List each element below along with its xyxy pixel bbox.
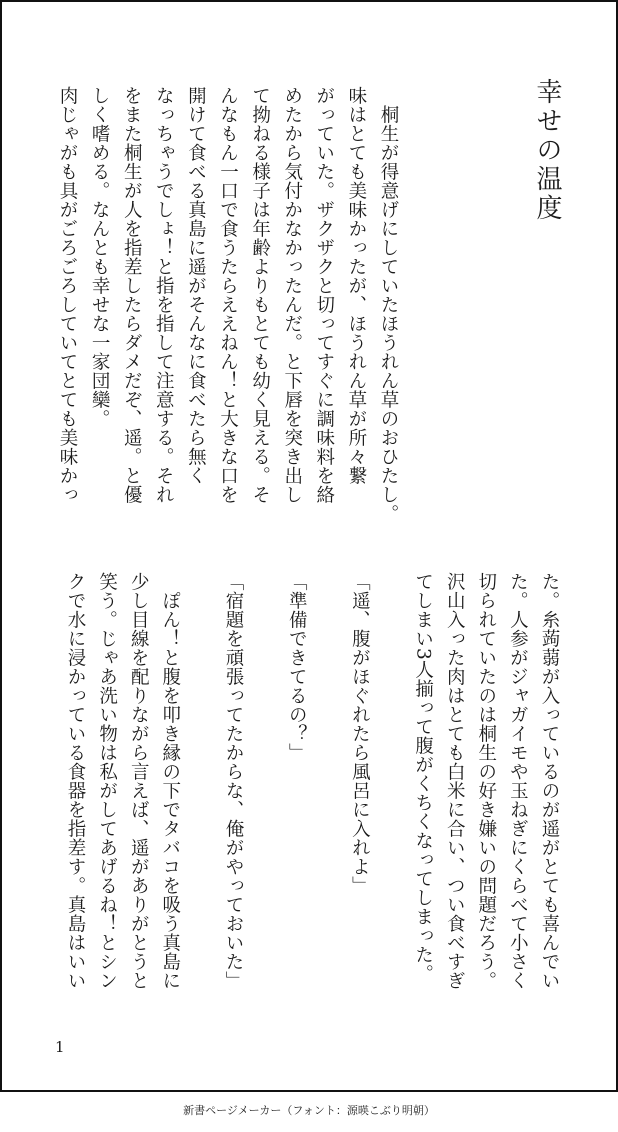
text-column: 味はとても美味かったが、ほうれん草が所々繋 xyxy=(345,86,367,485)
text-column: た。糸蒟蒻が入っているのが遥がとても喜んでい xyxy=(539,572,560,990)
text-column: んなもん一口で食うたらええねん！と大きな口を xyxy=(217,86,239,504)
text-column: がっていた。ザクザクと切ってすぐに調味料を絡 xyxy=(313,86,335,504)
footer-credit: 新書ページメーカー（フォント：源暎こぶり明朝） xyxy=(183,1104,435,1117)
text-column: 桐生が得意げにしていたほうれん草のおひたし。 xyxy=(378,86,399,523)
story-title: 幸せの温度 xyxy=(532,78,562,223)
text-column: をまた桐生が人を指差したらダメだぞ、遥。と優 xyxy=(121,86,143,504)
text-column: 笑う。じゃあ洗い物は私がしてあげるね！とシン xyxy=(96,572,118,990)
text-column: 少し目線を配りながら言えば、遥がありがとうと xyxy=(128,572,150,990)
text-column: 開けて食べる真島に遥がそんなに食べたら無く xyxy=(185,86,207,485)
text-column: 「宿題を頑張ってたからな、俺がやっておいた」 xyxy=(223,572,244,990)
text-column: ぽん！と腹を叩き縁の下でタバコを吸う真島に xyxy=(159,572,181,990)
text-column: た。人参がジャガイモや玉ねぎにくらべて小さく xyxy=(507,572,529,990)
text-column: しく嗜める。なんとも幸せな一家団欒。 xyxy=(89,86,111,428)
text-column: めたから気付かなかったんだ。と下唇を突き出し xyxy=(281,86,303,504)
text-column: 「準備できてるの？」 xyxy=(286,572,308,762)
page-number: 1 xyxy=(55,1038,65,1056)
text-column: て拗ねる様子は年齢よりもとても幼く見える。そ xyxy=(249,86,271,504)
text-column: 「遥、腹がほぐれたら風呂に入れよ」 xyxy=(349,572,371,895)
text-column: てしまい3人揃って腹がくちくなってしまった。 xyxy=(412,572,434,984)
text-column: なっちゃうでしょ！と指を指して注意する。それ xyxy=(153,86,175,504)
text-column: クで水に浸かっている食器を指差す。真島はいい xyxy=(65,572,86,990)
text-column: 沢山入った肉はとても白米に合い、つい食べすぎ xyxy=(444,572,466,990)
text-column: 切られていたのは桐生の好き嫌いの問題だろう。 xyxy=(475,572,497,990)
text-column: 肉じゃがも具がごろごろしていてとても美味かっ xyxy=(57,86,78,504)
